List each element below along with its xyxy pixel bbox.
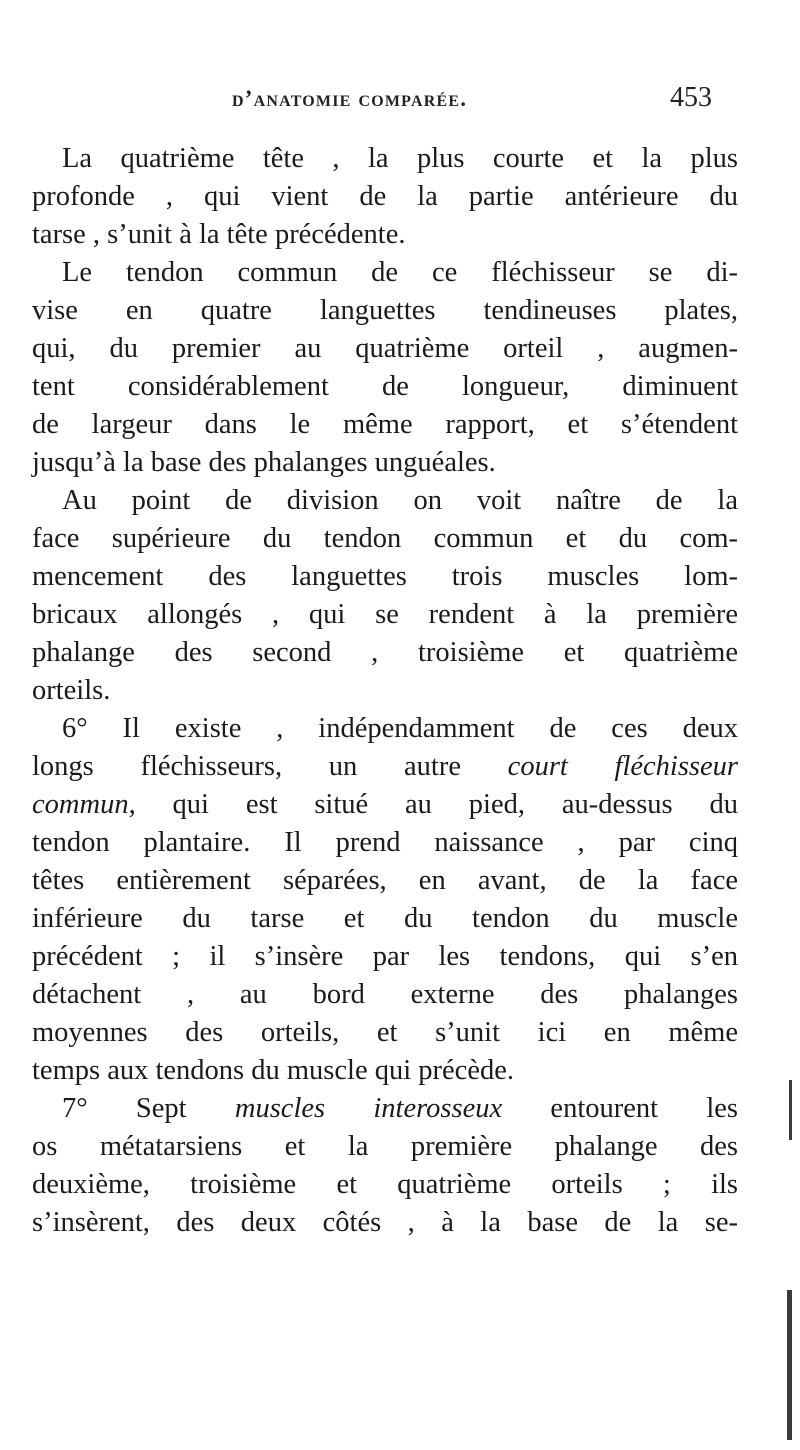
text-line: face supérieure du tendon commun et du com- [32, 523, 738, 554]
text-line [32, 748, 738, 786]
text-line: inférieure du tarse et du tendon du muscle [32, 903, 738, 934]
text-line: jusqu’à la base des phalanges unguéales. [32, 447, 496, 478]
italic-term: muscles interosseux [234, 1093, 503, 1124]
text-line: vise en quatre languettes tendineuses plates, [32, 295, 738, 326]
text-line: précédent ; il s’insère par les tendons, qui s’en [32, 941, 738, 972]
running-title: d’anatomie comparée. [232, 86, 468, 111]
text-segment-roman: longs fléchisseurs, un autre [32, 751, 508, 782]
italic-term: court fléchisseur [507, 751, 739, 782]
text-line: os métatarsiens et la première phalange des [32, 1131, 738, 1162]
text-segment-roman: entourent les [502, 1093, 738, 1124]
text-line: de largeur dans le même rapport, et s’étendent [32, 409, 738, 440]
text-line: mencement des languettes trois muscles lom- [32, 561, 738, 592]
text-line: orteils. [32, 675, 111, 706]
page-edge-mark [789, 1080, 792, 1140]
text-line: profonde , qui vient de la partie antérieure du [32, 181, 738, 212]
page-header [0, 82, 800, 126]
text-line: têtes entièrement séparées, en avant, de la face [32, 865, 738, 896]
text-line: détachent , au bord externe des phalanges [32, 979, 738, 1010]
text-line: temps aux tendons du muscle qui précède. [32, 1055, 514, 1086]
text-line: La quatrième tête , la plus courte et la plus [62, 143, 738, 174]
italic-term: commun [32, 789, 129, 820]
text-line: bricaux allongés , qui se rendent à la première [32, 599, 738, 630]
text-line: s’insèrent, des deux côtés , à la base de la se- [32, 1207, 738, 1238]
text-line: moyennes des orteils, et s’unit ici en même [32, 1017, 738, 1048]
text-line: phalange des second , troisième et quatrième [32, 637, 738, 668]
text-line: 6° Il existe , indépendamment de ces deux [62, 713, 738, 744]
text-line: Au point de division on voit naître de la [62, 485, 738, 516]
text-line: tarse , s’unit à la tête précédente. [32, 219, 406, 250]
text-line [62, 1090, 738, 1128]
text-line: tendon plantaire. Il prend naissance , par cinq [32, 827, 738, 858]
text-line: deuxième, troisième et quatrième orteils ; ils [32, 1169, 738, 1200]
text-line: tent considérablement de longueur, diminuent [32, 371, 738, 402]
text-line [32, 786, 738, 824]
text-line: qui, du premier au quatrième orteil , augmen- [32, 333, 738, 364]
text-segment-roman: 7° Sept [62, 1093, 235, 1124]
text-line: Le tendon commun de ce fléchisseur se di- [62, 257, 738, 288]
page-number: 453 [670, 82, 712, 113]
page-edge-mark [787, 1290, 792, 1440]
text-segment-roman: , qui est situé au pied, au-dessus du [128, 789, 738, 820]
